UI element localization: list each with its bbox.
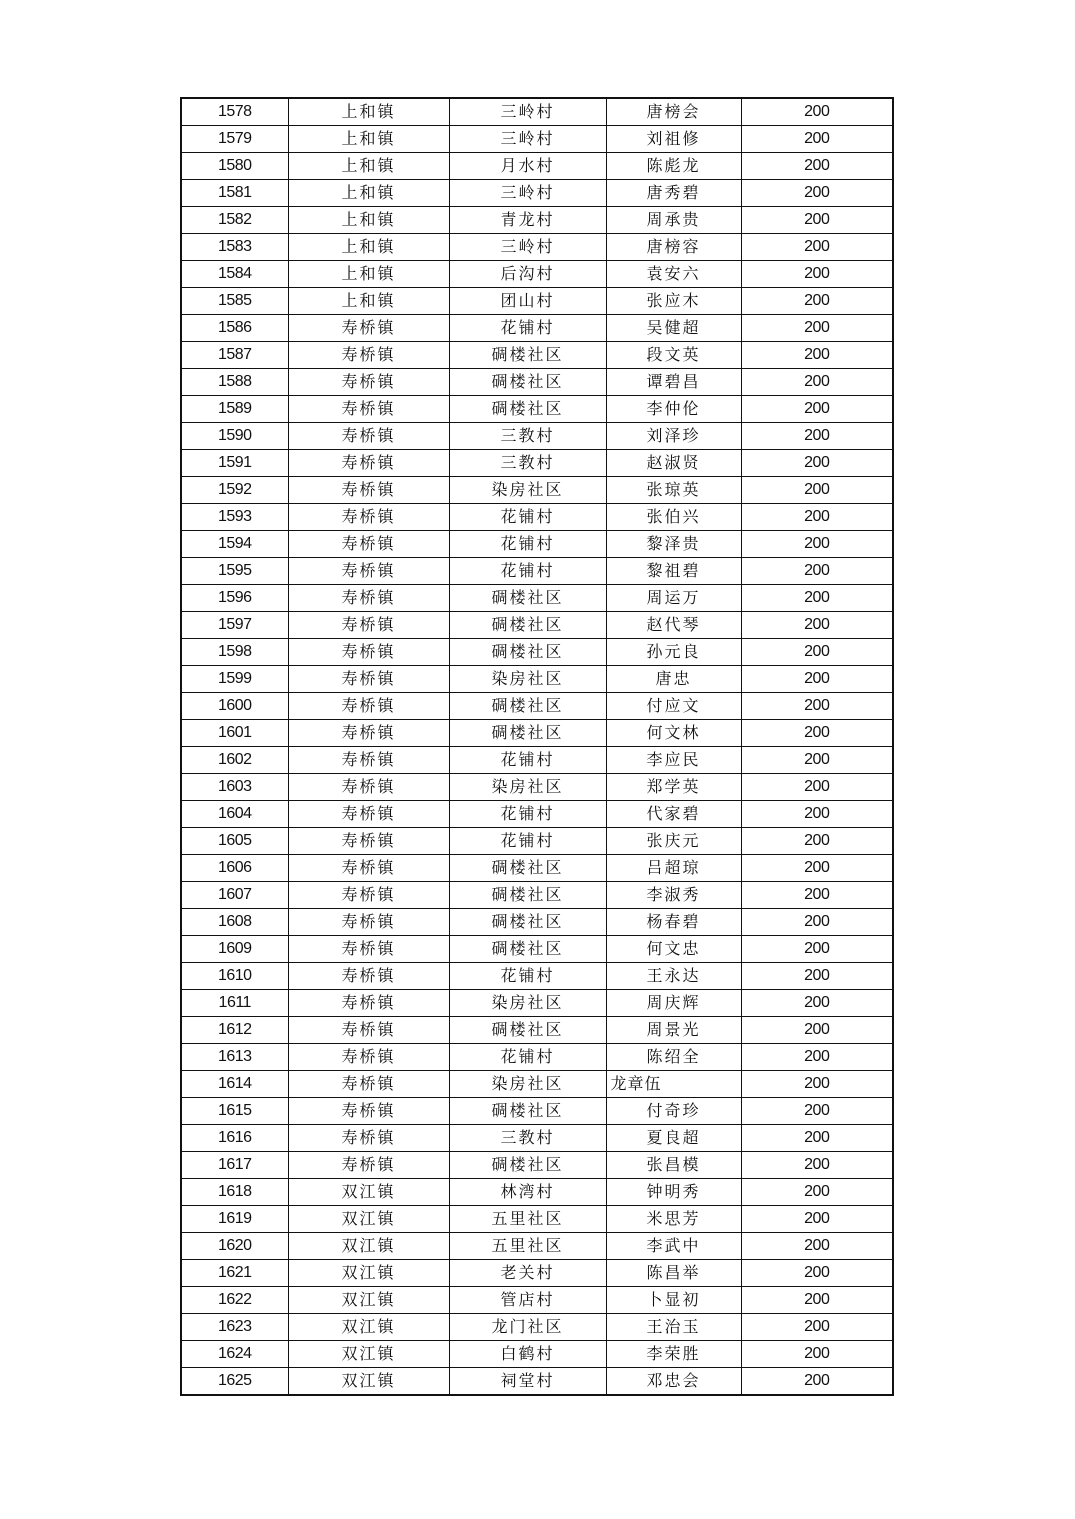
table-row xyxy=(181,720,893,747)
row-number-cell: 1598 xyxy=(181,639,288,666)
person-name-cell: 周景光 xyxy=(606,1017,741,1044)
table-row xyxy=(181,288,893,315)
town-cell: 双江镇 xyxy=(288,1206,449,1233)
person-name-cell: 张应木 xyxy=(606,288,741,315)
row-number-cell: 1618 xyxy=(181,1179,288,1206)
village-cell: 花铺村 xyxy=(449,801,606,828)
row-number-cell: 1624 xyxy=(181,1341,288,1368)
table-row xyxy=(181,315,893,342)
row-number-cell: 1585 xyxy=(181,288,288,315)
table-row xyxy=(181,936,893,963)
row-number-cell: 1593 xyxy=(181,504,288,531)
amount-cell: 200 xyxy=(741,1206,893,1233)
amount-cell: 200 xyxy=(741,585,893,612)
person-name-cell: 段文英 xyxy=(606,342,741,369)
village-cell: 五里社区 xyxy=(449,1206,606,1233)
town-cell: 寿桥镇 xyxy=(288,855,449,882)
table-row xyxy=(181,963,893,990)
table-row xyxy=(181,909,893,936)
table-row xyxy=(181,882,893,909)
amount-cell: 200 xyxy=(741,612,893,639)
town-cell: 寿桥镇 xyxy=(288,666,449,693)
person-name-cell: 刘泽珍 xyxy=(606,423,741,450)
row-number-cell: 1594 xyxy=(181,531,288,558)
row-number-cell: 1609 xyxy=(181,936,288,963)
person-name-cell: 袁安六 xyxy=(606,261,741,288)
town-cell: 寿桥镇 xyxy=(288,828,449,855)
table-row xyxy=(181,990,893,1017)
amount-cell: 200 xyxy=(741,1179,893,1206)
village-cell: 花铺村 xyxy=(449,828,606,855)
person-name-cell: 何文忠 xyxy=(606,936,741,963)
village-cell: 染房社区 xyxy=(449,774,606,801)
table-row xyxy=(181,1260,893,1287)
person-name-cell: 孙元良 xyxy=(606,639,741,666)
amount-cell: 200 xyxy=(741,1287,893,1314)
amount-cell: 200 xyxy=(741,504,893,531)
table-row xyxy=(181,261,893,288)
village-cell: 花铺村 xyxy=(449,315,606,342)
amount-cell: 200 xyxy=(741,855,893,882)
amount-cell: 200 xyxy=(741,477,893,504)
town-cell: 寿桥镇 xyxy=(288,369,449,396)
row-number-cell: 1591 xyxy=(181,450,288,477)
row-number-cell: 1592 xyxy=(181,477,288,504)
amount-cell: 200 xyxy=(741,828,893,855)
amount-cell: 200 xyxy=(741,207,893,234)
table-row xyxy=(181,342,893,369)
row-number-cell: 1614 xyxy=(181,1071,288,1098)
village-cell: 花铺村 xyxy=(449,963,606,990)
row-number-cell: 1607 xyxy=(181,882,288,909)
person-name-cell: 李仲伦 xyxy=(606,396,741,423)
row-number-cell: 1608 xyxy=(181,909,288,936)
row-number-cell: 1625 xyxy=(181,1368,288,1396)
person-name-cell: 赵代琴 xyxy=(606,612,741,639)
amount-cell: 200 xyxy=(741,558,893,585)
amount-cell: 200 xyxy=(741,747,893,774)
table-row xyxy=(181,1098,893,1125)
person-name-cell: 赵淑贤 xyxy=(606,450,741,477)
town-cell: 寿桥镇 xyxy=(288,450,449,477)
person-name-cell: 唐榜会 xyxy=(606,98,741,126)
town-cell: 双江镇 xyxy=(288,1179,449,1206)
town-cell: 寿桥镇 xyxy=(288,990,449,1017)
table-row xyxy=(181,693,893,720)
person-name-cell: 谭碧昌 xyxy=(606,369,741,396)
town-cell: 寿桥镇 xyxy=(288,1071,449,1098)
row-number-cell: 1606 xyxy=(181,855,288,882)
amount-cell: 200 xyxy=(741,1098,893,1125)
amount-cell: 200 xyxy=(741,963,893,990)
table-row xyxy=(181,855,893,882)
village-cell: 林湾村 xyxy=(449,1179,606,1206)
row-number-cell: 1588 xyxy=(181,369,288,396)
village-cell: 后沟村 xyxy=(449,261,606,288)
table-row xyxy=(181,396,893,423)
amount-cell: 200 xyxy=(741,180,893,207)
person-name-cell: 陈昌举 xyxy=(606,1260,741,1287)
person-name-cell: 何文林 xyxy=(606,720,741,747)
town-cell: 寿桥镇 xyxy=(288,396,449,423)
village-cell: 碉楼社区 xyxy=(449,342,606,369)
town-cell: 寿桥镇 xyxy=(288,1098,449,1125)
village-cell: 花铺村 xyxy=(449,531,606,558)
village-cell: 老关村 xyxy=(449,1260,606,1287)
table-row xyxy=(181,153,893,180)
village-cell: 碉楼社区 xyxy=(449,1017,606,1044)
row-number-cell: 1621 xyxy=(181,1260,288,1287)
row-number-cell: 1622 xyxy=(181,1287,288,1314)
row-number-cell: 1582 xyxy=(181,207,288,234)
town-cell: 上和镇 xyxy=(288,153,449,180)
person-name-cell: 李荣胜 xyxy=(606,1341,741,1368)
town-cell: 寿桥镇 xyxy=(288,477,449,504)
village-cell: 三岭村 xyxy=(449,234,606,261)
table-row xyxy=(181,1314,893,1341)
person-name-cell: 夏良超 xyxy=(606,1125,741,1152)
town-cell: 双江镇 xyxy=(288,1233,449,1260)
village-cell: 花铺村 xyxy=(449,1044,606,1071)
row-number-cell: 1623 xyxy=(181,1314,288,1341)
town-cell: 双江镇 xyxy=(288,1287,449,1314)
table-row xyxy=(181,1017,893,1044)
town-cell: 寿桥镇 xyxy=(288,423,449,450)
amount-cell: 200 xyxy=(741,98,893,126)
village-cell: 碉楼社区 xyxy=(449,1152,606,1179)
village-cell: 碉楼社区 xyxy=(449,882,606,909)
person-name-cell: 周运万 xyxy=(606,585,741,612)
amount-cell: 200 xyxy=(741,369,893,396)
village-cell: 三教村 xyxy=(449,1125,606,1152)
table-row xyxy=(181,369,893,396)
person-name-cell: 卜显初 xyxy=(606,1287,741,1314)
town-cell: 寿桥镇 xyxy=(288,1017,449,1044)
row-number-cell: 1596 xyxy=(181,585,288,612)
village-cell: 碉楼社区 xyxy=(449,369,606,396)
amount-cell: 200 xyxy=(741,153,893,180)
row-number-cell: 1601 xyxy=(181,720,288,747)
amount-cell: 200 xyxy=(741,1044,893,1071)
table-row xyxy=(181,1341,893,1368)
town-cell: 双江镇 xyxy=(288,1341,449,1368)
village-cell: 祠堂村 xyxy=(449,1368,606,1396)
village-cell: 碉楼社区 xyxy=(449,612,606,639)
village-cell: 青龙村 xyxy=(449,207,606,234)
table-row xyxy=(181,207,893,234)
person-name-cell: 张昌模 xyxy=(606,1152,741,1179)
person-name-cell: 李应民 xyxy=(606,747,741,774)
amount-cell: 200 xyxy=(741,1368,893,1396)
village-cell: 三岭村 xyxy=(449,126,606,153)
amount-cell: 200 xyxy=(741,666,893,693)
village-cell: 碉楼社区 xyxy=(449,1098,606,1125)
row-number-cell: 1612 xyxy=(181,1017,288,1044)
village-cell: 三教村 xyxy=(449,450,606,477)
village-cell: 染房社区 xyxy=(449,1071,606,1098)
amount-cell: 200 xyxy=(741,315,893,342)
person-name-cell: 张庆元 xyxy=(606,828,741,855)
village-cell: 月水村 xyxy=(449,153,606,180)
town-cell: 寿桥镇 xyxy=(288,531,449,558)
amount-cell: 200 xyxy=(741,693,893,720)
amount-cell: 200 xyxy=(741,1260,893,1287)
table-row xyxy=(181,180,893,207)
village-cell: 碉楼社区 xyxy=(449,585,606,612)
row-number-cell: 1611 xyxy=(181,990,288,1017)
row-number-cell: 1597 xyxy=(181,612,288,639)
amount-cell: 200 xyxy=(741,720,893,747)
person-name-cell: 王永达 xyxy=(606,963,741,990)
village-cell: 三教村 xyxy=(449,423,606,450)
village-cell: 碉楼社区 xyxy=(449,909,606,936)
town-cell: 寿桥镇 xyxy=(288,1152,449,1179)
town-cell: 寿桥镇 xyxy=(288,612,449,639)
person-name-cell: 杨春碧 xyxy=(606,909,741,936)
town-cell: 双江镇 xyxy=(288,1314,449,1341)
row-number-cell: 1617 xyxy=(181,1152,288,1179)
amount-cell: 200 xyxy=(741,1341,893,1368)
row-number-cell: 1581 xyxy=(181,180,288,207)
town-cell: 寿桥镇 xyxy=(288,315,449,342)
town-cell: 双江镇 xyxy=(288,1368,449,1396)
person-name-cell: 黎泽贵 xyxy=(606,531,741,558)
village-cell: 花铺村 xyxy=(449,504,606,531)
amount-cell: 200 xyxy=(741,531,893,558)
town-cell: 寿桥镇 xyxy=(288,1044,449,1071)
row-number-cell: 1603 xyxy=(181,774,288,801)
row-number-cell: 1605 xyxy=(181,828,288,855)
row-number-cell: 1590 xyxy=(181,423,288,450)
town-cell: 寿桥镇 xyxy=(288,774,449,801)
town-cell: 上和镇 xyxy=(288,98,449,126)
town-cell: 寿桥镇 xyxy=(288,747,449,774)
village-cell: 碉楼社区 xyxy=(449,396,606,423)
town-cell: 寿桥镇 xyxy=(288,639,449,666)
table-row xyxy=(181,126,893,153)
person-name-cell: 米思芳 xyxy=(606,1206,741,1233)
amount-cell: 200 xyxy=(741,261,893,288)
row-number-cell: 1616 xyxy=(181,1125,288,1152)
row-number-cell: 1600 xyxy=(181,693,288,720)
amount-cell: 200 xyxy=(741,639,893,666)
amount-cell: 200 xyxy=(741,288,893,315)
village-cell: 三岭村 xyxy=(449,98,606,126)
village-cell: 碉楼社区 xyxy=(449,639,606,666)
row-number-cell: 1579 xyxy=(181,126,288,153)
table-row xyxy=(181,666,893,693)
amount-cell: 200 xyxy=(741,909,893,936)
village-cell: 管店村 xyxy=(449,1287,606,1314)
table-row xyxy=(181,1044,893,1071)
village-cell: 碉楼社区 xyxy=(449,720,606,747)
person-name-cell: 吴健超 xyxy=(606,315,741,342)
person-name-cell: 唐榜容 xyxy=(606,234,741,261)
person-name-cell: 黎祖碧 xyxy=(606,558,741,585)
table-row xyxy=(181,450,893,477)
row-number-cell: 1610 xyxy=(181,963,288,990)
person-name-cell: 龙章伍 xyxy=(606,1071,741,1098)
roster-table-body xyxy=(181,98,893,1395)
town-cell: 寿桥镇 xyxy=(288,801,449,828)
table-row xyxy=(181,98,893,126)
person-name-cell: 付应文 xyxy=(606,693,741,720)
person-name-cell: 钟明秀 xyxy=(606,1179,741,1206)
person-name-cell: 代家碧 xyxy=(606,801,741,828)
table-row xyxy=(181,774,893,801)
town-cell: 上和镇 xyxy=(288,207,449,234)
amount-cell: 200 xyxy=(741,126,893,153)
town-cell: 寿桥镇 xyxy=(288,693,449,720)
village-cell: 五里社区 xyxy=(449,1233,606,1260)
person-name-cell: 邓忠会 xyxy=(606,1368,741,1396)
town-cell: 寿桥镇 xyxy=(288,936,449,963)
row-number-cell: 1619 xyxy=(181,1206,288,1233)
row-number-cell: 1578 xyxy=(181,98,288,126)
village-cell: 三岭村 xyxy=(449,180,606,207)
amount-cell: 200 xyxy=(741,936,893,963)
table-row xyxy=(181,477,893,504)
amount-cell: 200 xyxy=(741,342,893,369)
person-name-cell: 吕超琼 xyxy=(606,855,741,882)
amount-cell: 200 xyxy=(741,990,893,1017)
row-number-cell: 1604 xyxy=(181,801,288,828)
table-row xyxy=(181,801,893,828)
row-number-cell: 1595 xyxy=(181,558,288,585)
table-row xyxy=(181,504,893,531)
table-row xyxy=(181,612,893,639)
row-number-cell: 1580 xyxy=(181,153,288,180)
row-number-cell: 1583 xyxy=(181,234,288,261)
amount-cell: 200 xyxy=(741,882,893,909)
amount-cell: 200 xyxy=(741,396,893,423)
amount-cell: 200 xyxy=(741,801,893,828)
person-name-cell: 唐忠 xyxy=(606,666,741,693)
town-cell: 寿桥镇 xyxy=(288,558,449,585)
person-name-cell: 刘祖修 xyxy=(606,126,741,153)
row-number-cell: 1589 xyxy=(181,396,288,423)
row-number-cell: 1584 xyxy=(181,261,288,288)
amount-cell: 200 xyxy=(741,1233,893,1260)
town-cell: 上和镇 xyxy=(288,288,449,315)
amount-cell: 200 xyxy=(741,1152,893,1179)
town-cell: 寿桥镇 xyxy=(288,342,449,369)
table-row xyxy=(181,1287,893,1314)
village-cell: 团山村 xyxy=(449,288,606,315)
table-row xyxy=(181,558,893,585)
roster-table xyxy=(180,97,894,1396)
amount-cell: 200 xyxy=(741,234,893,261)
town-cell: 寿桥镇 xyxy=(288,720,449,747)
village-cell: 花铺村 xyxy=(449,747,606,774)
town-cell: 上和镇 xyxy=(288,261,449,288)
row-number-cell: 1615 xyxy=(181,1098,288,1125)
town-cell: 寿桥镇 xyxy=(288,963,449,990)
person-name-cell: 周承贵 xyxy=(606,207,741,234)
table-row xyxy=(181,531,893,558)
person-name-cell: 王治玉 xyxy=(606,1314,741,1341)
table-row xyxy=(181,234,893,261)
town-cell: 上和镇 xyxy=(288,126,449,153)
town-cell: 寿桥镇 xyxy=(288,882,449,909)
table-row xyxy=(181,585,893,612)
row-number-cell: 1599 xyxy=(181,666,288,693)
table-row xyxy=(181,828,893,855)
table-row xyxy=(181,1179,893,1206)
person-name-cell: 付奇珍 xyxy=(606,1098,741,1125)
village-cell: 碉楼社区 xyxy=(449,693,606,720)
town-cell: 寿桥镇 xyxy=(288,1125,449,1152)
town-cell: 上和镇 xyxy=(288,180,449,207)
row-number-cell: 1587 xyxy=(181,342,288,369)
table-row xyxy=(181,1071,893,1098)
table-row xyxy=(181,1368,893,1396)
village-cell: 龙门社区 xyxy=(449,1314,606,1341)
row-number-cell: 1602 xyxy=(181,747,288,774)
village-cell: 碉楼社区 xyxy=(449,855,606,882)
table-row xyxy=(181,423,893,450)
table-row xyxy=(181,639,893,666)
table-row xyxy=(181,1125,893,1152)
amount-cell: 200 xyxy=(741,1071,893,1098)
person-name-cell: 张伯兴 xyxy=(606,504,741,531)
person-name-cell: 李淑秀 xyxy=(606,882,741,909)
person-name-cell: 郑学英 xyxy=(606,774,741,801)
table-row xyxy=(181,1233,893,1260)
person-name-cell: 周庆辉 xyxy=(606,990,741,1017)
town-cell: 寿桥镇 xyxy=(288,585,449,612)
person-name-cell: 唐秀碧 xyxy=(606,180,741,207)
row-number-cell: 1613 xyxy=(181,1044,288,1071)
amount-cell: 200 xyxy=(741,1314,893,1341)
village-cell: 染房社区 xyxy=(449,666,606,693)
amount-cell: 200 xyxy=(741,1125,893,1152)
person-name-cell: 陈彪龙 xyxy=(606,153,741,180)
table-row xyxy=(181,1152,893,1179)
person-name-cell: 李武中 xyxy=(606,1233,741,1260)
amount-cell: 200 xyxy=(741,774,893,801)
town-cell: 双江镇 xyxy=(288,1260,449,1287)
row-number-cell: 1620 xyxy=(181,1233,288,1260)
town-cell: 上和镇 xyxy=(288,234,449,261)
town-cell: 寿桥镇 xyxy=(288,909,449,936)
row-number-cell: 1586 xyxy=(181,315,288,342)
person-name-cell: 陈绍全 xyxy=(606,1044,741,1071)
amount-cell: 200 xyxy=(741,423,893,450)
village-cell: 染房社区 xyxy=(449,477,606,504)
person-name-cell: 张琼英 xyxy=(606,477,741,504)
village-cell: 碉楼社区 xyxy=(449,936,606,963)
village-cell: 白鹤村 xyxy=(449,1341,606,1368)
amount-cell: 200 xyxy=(741,450,893,477)
village-cell: 染房社区 xyxy=(449,990,606,1017)
table-row xyxy=(181,747,893,774)
village-cell: 花铺村 xyxy=(449,558,606,585)
town-cell: 寿桥镇 xyxy=(288,504,449,531)
table-row xyxy=(181,1206,893,1233)
amount-cell: 200 xyxy=(741,1017,893,1044)
